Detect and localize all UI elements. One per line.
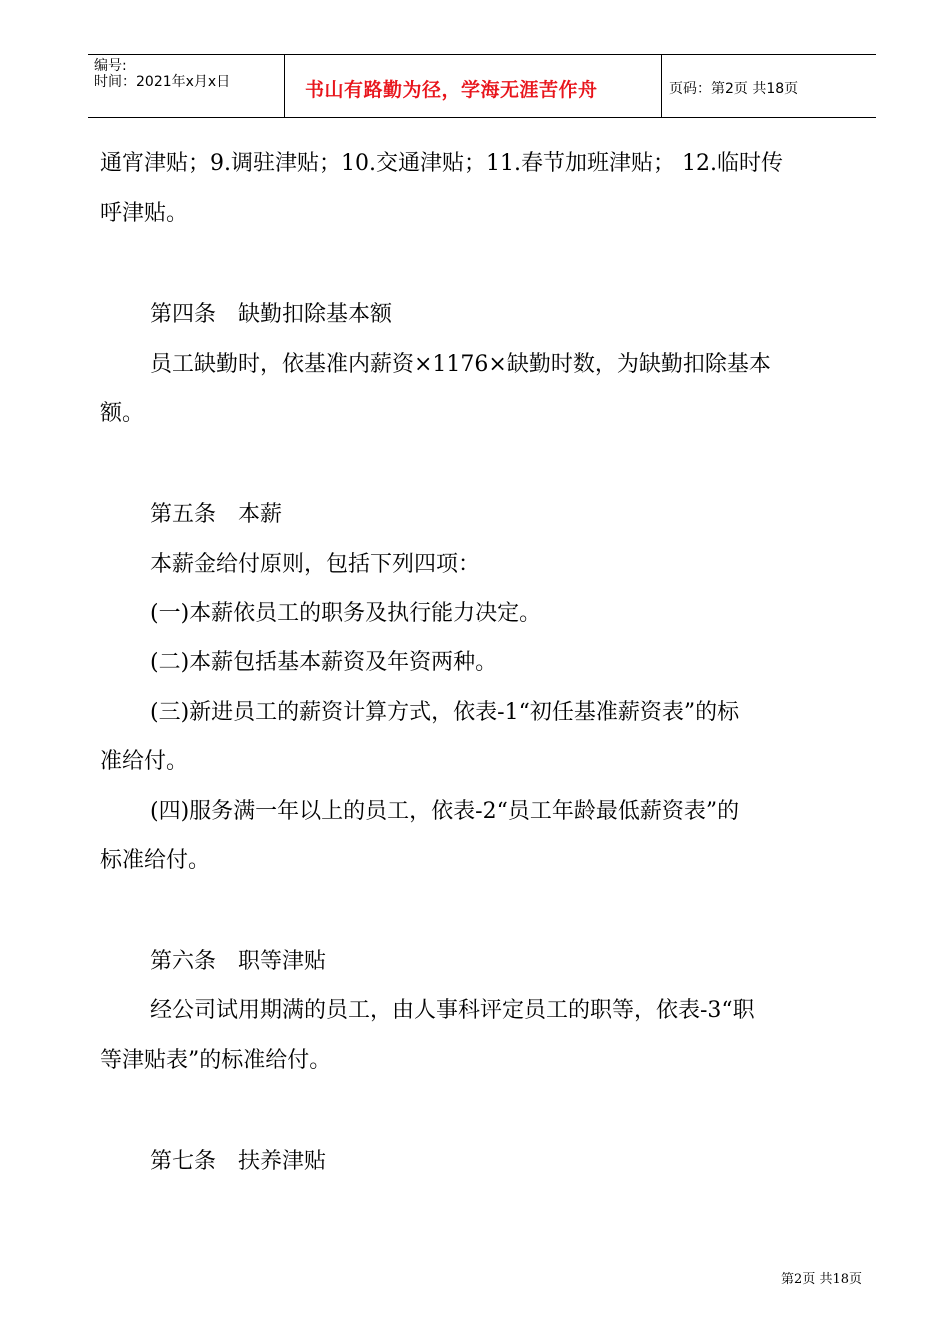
- list-item: (二)本薪包括基本薪资及年资两种。: [150, 650, 498, 675]
- body-line: 标准给付。: [100, 848, 211, 873]
- header-motto-cell: [284, 55, 662, 117]
- body-line: 呼津贴。: [100, 201, 189, 226]
- doc-time-label: 时间：2021年x月x日: [94, 74, 231, 90]
- body-line: 员工缺勤时，依基准内薪资×1176×缺勤时数，为缺勤扣除基本: [150, 352, 771, 377]
- body-line: 额。: [100, 401, 145, 426]
- header-motto: 书山有路勤为径，学海无涯苦作舟: [305, 79, 598, 101]
- list-item: (一)本薪依员工的职务及执行能力决定。: [150, 601, 542, 626]
- doc-number-label: 编号:: [94, 58, 127, 74]
- body-line: 准给付。: [100, 749, 189, 774]
- page-footer: 第2页 共18页: [781, 1272, 862, 1287]
- header-page-info: 页码：第2页 共18页: [669, 81, 799, 97]
- header-page-cell: [661, 55, 876, 117]
- body-line: 通宵津贴；9.调驻津贴；10.交通津贴；11.春节加班津贴； 12.临时传: [100, 151, 783, 176]
- article-heading: 第四条 缺勤扣除基本额: [150, 302, 393, 327]
- body-line: 本薪金给付原则，包括下列四项：: [150, 552, 481, 577]
- article-heading: 第六条 职等津贴: [150, 949, 327, 974]
- list-item: (四)服务满一年以上的员工，依表-2“员工年龄最低薪资表”的: [150, 799, 740, 824]
- body-line: 经公司试用期满的员工，由人事科评定员工的职等，依表-3“职: [150, 998, 755, 1023]
- header-meta: [88, 55, 284, 117]
- list-item: (三)新进员工的薪资计算方式，依表-1“初任基准薪资表”的标: [150, 700, 740, 725]
- article-heading: 第七条 扶养津贴: [150, 1149, 327, 1174]
- body-line: 等津贴表”的标准给付。: [100, 1048, 332, 1073]
- article-heading: 第五条 本薪: [150, 502, 283, 527]
- page-header: [88, 54, 876, 118]
